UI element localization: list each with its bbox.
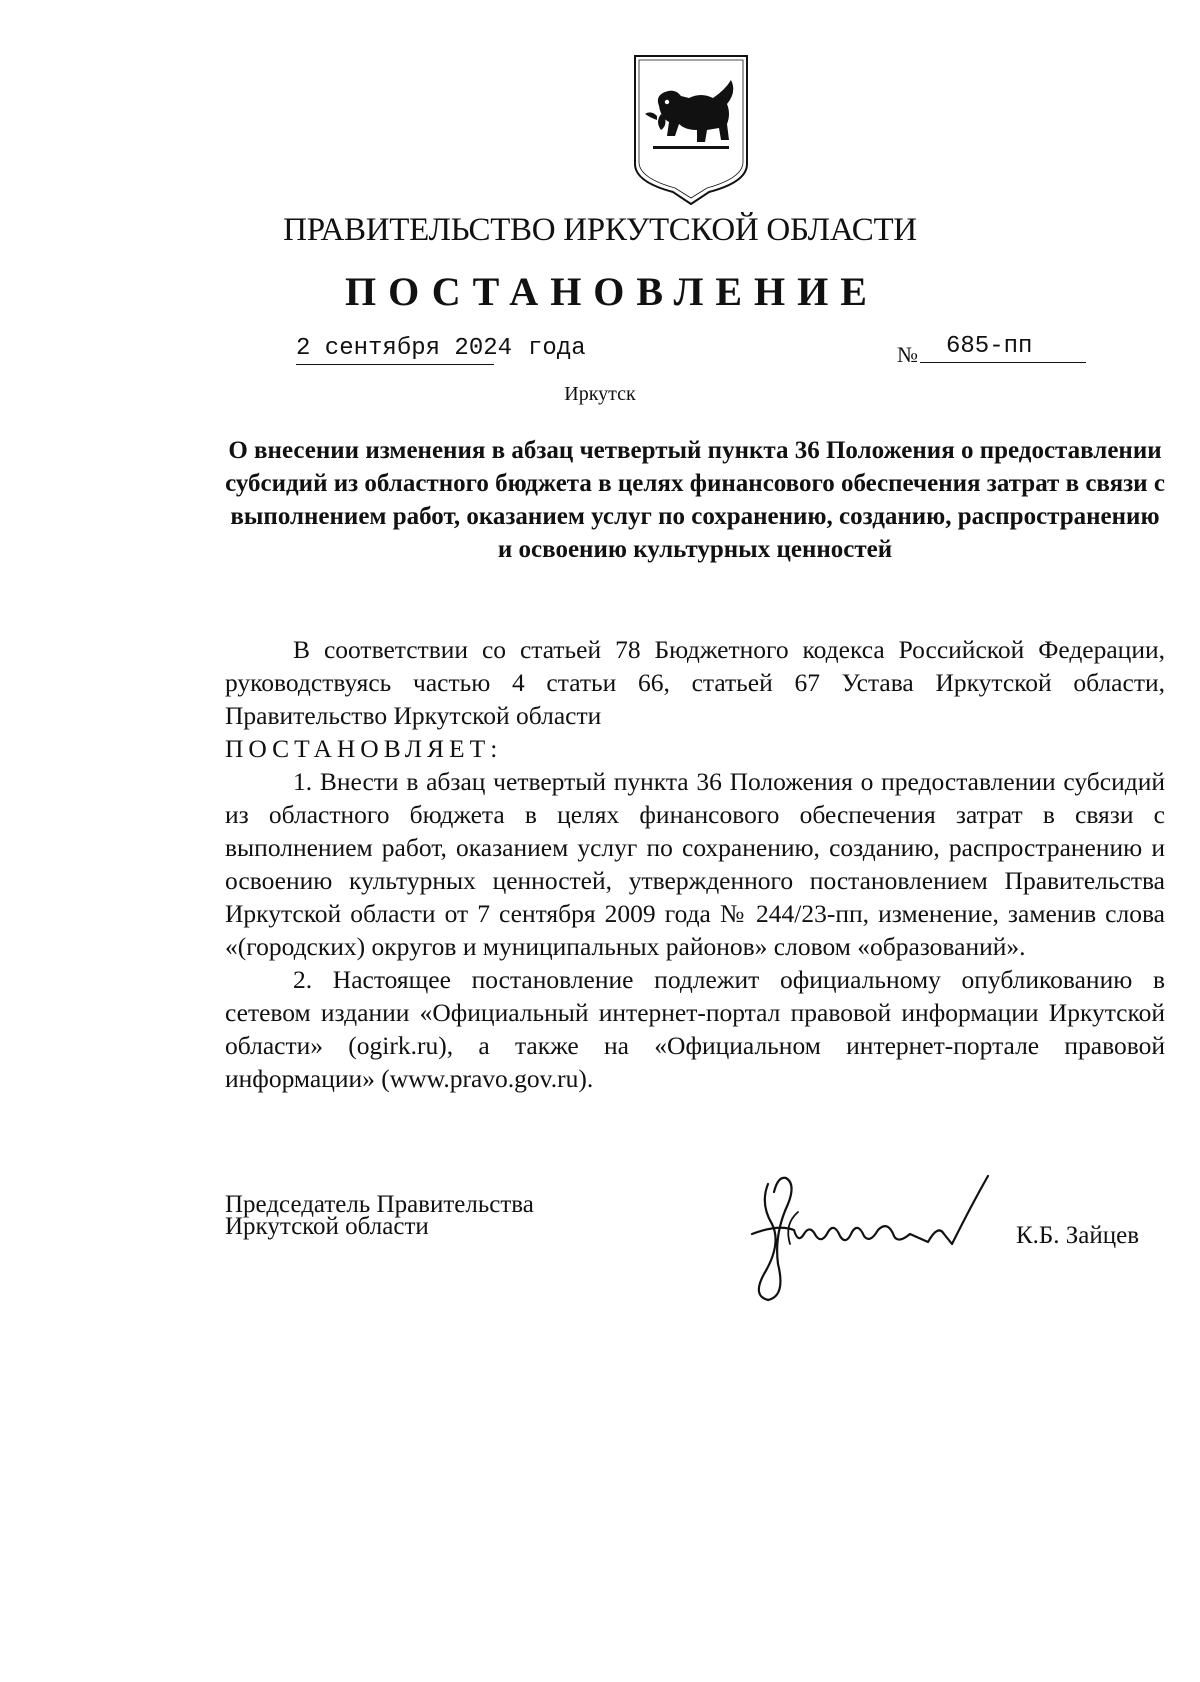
document-title: О внесении изменения в абзац четвертый пункта 36 Положения о предоставлении субсидий из областного бюджета в целях финансового обеспечения затрат в связи с выполнением работ, оказанием услуг по сохранению, созданию, распространению и освоению культурных ценностей xyxy=(225,437,1165,563)
preamble-paragraph: В соответствии со статьей 78 Бюджетного кодекса Российской Федерации, руководствуясь частью 4 статьи 66, статьей 67 Устава Иркутской области, Правительство Иркутской области xyxy=(225,635,1165,730)
document-type: ПОСТАНОВЛЕНИЕ xyxy=(345,269,879,314)
document-date-suffix: года xyxy=(528,335,586,362)
document-body xyxy=(225,633,1165,1095)
position-line-2: Иркутской области xyxy=(225,1213,429,1240)
document-number: 685-пп xyxy=(920,332,1086,363)
signatory-position xyxy=(225,1191,534,1240)
organization-name: ПРАВИТЕЛЬСТВО ИРКУТСКОЙ ОБЛАСТИ xyxy=(283,212,917,248)
document-date: 2 сентября 2024 xyxy=(296,334,494,365)
position-line-1: Председатель Правительства xyxy=(225,1191,534,1218)
item-2-paragraph: 2. Настоящее постановление подлежит официальному опубликованию в сетевом издании «Официальный интернет-портал правовой информации Иркутской области» (ogirk.ru), а также на «Официальном интернет-портале правовой информации» (www.pravo.gov.ru). xyxy=(225,965,1165,1093)
handwritten-signature-icon xyxy=(738,1164,998,1304)
signatory-name: К.Б. Зайцев xyxy=(1016,1222,1140,1249)
item-1-paragraph: 1. Внести в абзац четвертый пункта 36 Положения о предоставлении субсидий из областного бюджета в целях финансового обеспечения затрат в связи с выполнением работ, оказанием услуг по сохранению, созданию, распространению и освоению культурных ценностей, утвержденного постановлением Правительства Иркутской области от 7 сентября 2009 года № 244/23-пп, изменение, заменив слова «(городских) округов и муниципальных районов» словом «образований». xyxy=(225,767,1165,961)
resolves-heading: ПОСТАНОВЛЯЕТ: xyxy=(225,734,503,763)
coat-of-arms-icon xyxy=(631,52,751,207)
number-sign: № xyxy=(897,342,918,367)
city-name: Иркутск xyxy=(564,383,636,405)
